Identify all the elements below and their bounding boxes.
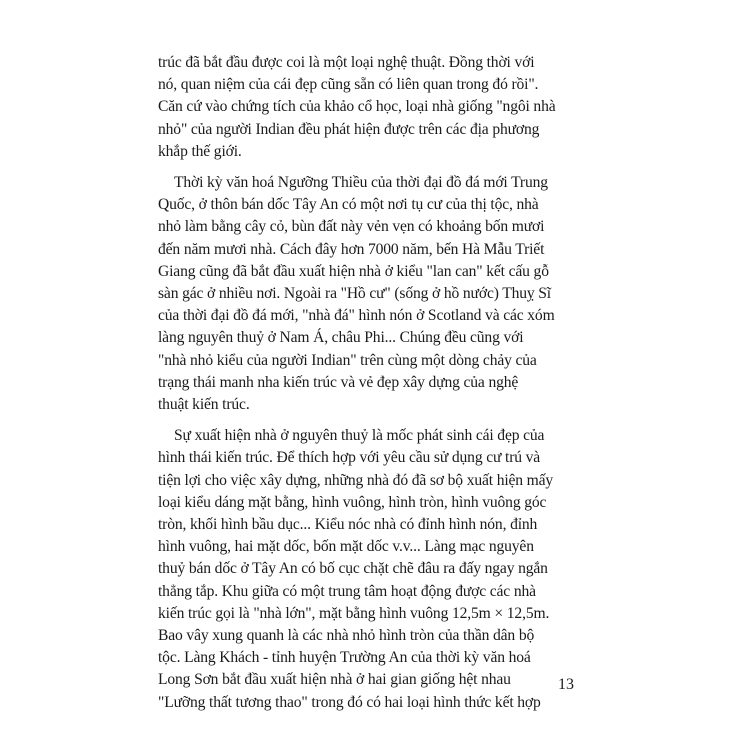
page-number: 13 xyxy=(558,676,574,693)
text-line: sàn gác ở nhiều nơi. Ngoài ra "Hồ cư" (sống ở hồ nước) Thuỵ Sĩ xyxy=(158,285,551,303)
text-line: thẳng tắp. Khu giữa có một trung tâm hoạt động được các nhà xyxy=(158,582,536,600)
text-line: Giang cũng đã bắt đầu xuất hiện nhà ở kiểu "lan can" kết cấu gỗ xyxy=(158,262,549,280)
text-line: loại kiểu dáng mặt bằng, hình vuông, hình tròn, hình vuông góc xyxy=(158,493,547,511)
text-line: hình thái kiến trúc. Để thích hợp với yêu cầu sử dụng cư trú và xyxy=(158,449,541,467)
text-line: "nhà nhỏ kiểu của người Indian" trên cùng một dòng chảy của xyxy=(158,351,537,369)
text-line: "Lưỡng thất tương thao" trong đó có hai loại hình thức kết hợp xyxy=(158,693,541,711)
text-line: tròn, khối hình bầu dục... Kiểu nóc nhà có đỉnh hình nón, đỉnh xyxy=(158,516,538,534)
text-line: đến năm mươi nhà. Cách đây hơn 7000 năm, bến Hà Mẫu Triết xyxy=(158,240,545,258)
text-line: trúc đã bắt đầu được coi là một loại nghệ thuật. Đồng thời với xyxy=(158,54,535,71)
text-line: khắp thế giới. xyxy=(158,142,242,160)
text-line: nhỏ" của người Indian đều phát hiện được trên các địa phương xyxy=(158,120,540,138)
text-line: trạng thái manh nha kiến trúc và vẻ đẹp xây dựng của nghệ xyxy=(158,373,519,391)
text-line: thuỷ bán dốc ở Tây An có bố cục chặt chẽ đâu ra đấy ngay ngắn xyxy=(158,560,548,578)
text-line: Sự xuất hiện nhà ở nguyên thuỷ là mốc phát sinh cái đẹp của xyxy=(174,427,545,445)
text-line: nó, quan niệm của cái đẹp cũng sẵn có liên quan trong đó rồi". xyxy=(158,76,539,94)
text-line: Thời kỳ văn hoá Ngưỡng Thiều của thời đại đồ đá mới Trung xyxy=(174,174,548,192)
text-line: tiện lợi cho việc xây dựng, những nhà đó đã sơ bộ xuất hiện mấy xyxy=(158,471,554,489)
paragraph-1 xyxy=(158,52,598,163)
text-line: làng nguyên thuỷ ở Nam Á, châu Phi... Chúng đều cũng với xyxy=(158,329,524,347)
text-line: nhỏ làm bằng cây cỏ, bùn đất này vẻn vẹn có khoảng bốn mươi xyxy=(158,218,545,236)
text-line: kiến trúc gọi là "nhà lớn", mặt bằng hình vuông 12,5m × 12,5m. xyxy=(158,604,550,622)
text-line: Long Sơn bắt đầu xuất hiện nhà ở hai gian giống hệt nhau xyxy=(158,671,511,689)
text-line: của thời đại đồ đá mới, "nhà đá" hình nón ở Scotland và các xóm xyxy=(158,307,555,325)
text-line: Bao vây xung quanh là các nhà nhỏ hình tròn của thần dân bộ xyxy=(158,627,535,645)
paragraph-3 xyxy=(158,425,598,714)
text-line: Căn cứ vào chứng tích của khảo cổ học, loại nhà giống "ngôi nhà xyxy=(158,98,556,116)
paragraph-2 xyxy=(158,172,598,416)
text-line: hình vuông, hai mặt dốc, bốn mặt dốc v.v... Làng mạc nguyên xyxy=(158,538,534,556)
text-line: thuật kiến trúc. xyxy=(158,396,250,414)
text-line: tộc. Làng Khách - tỉnh huyện Trường An của thời kỳ văn hoá xyxy=(158,649,531,667)
text-line: Quốc, ở thôn bán dốc Tây An có một nơi tụ cư của thị tộc, nhà xyxy=(158,196,539,214)
body-text xyxy=(158,52,598,714)
